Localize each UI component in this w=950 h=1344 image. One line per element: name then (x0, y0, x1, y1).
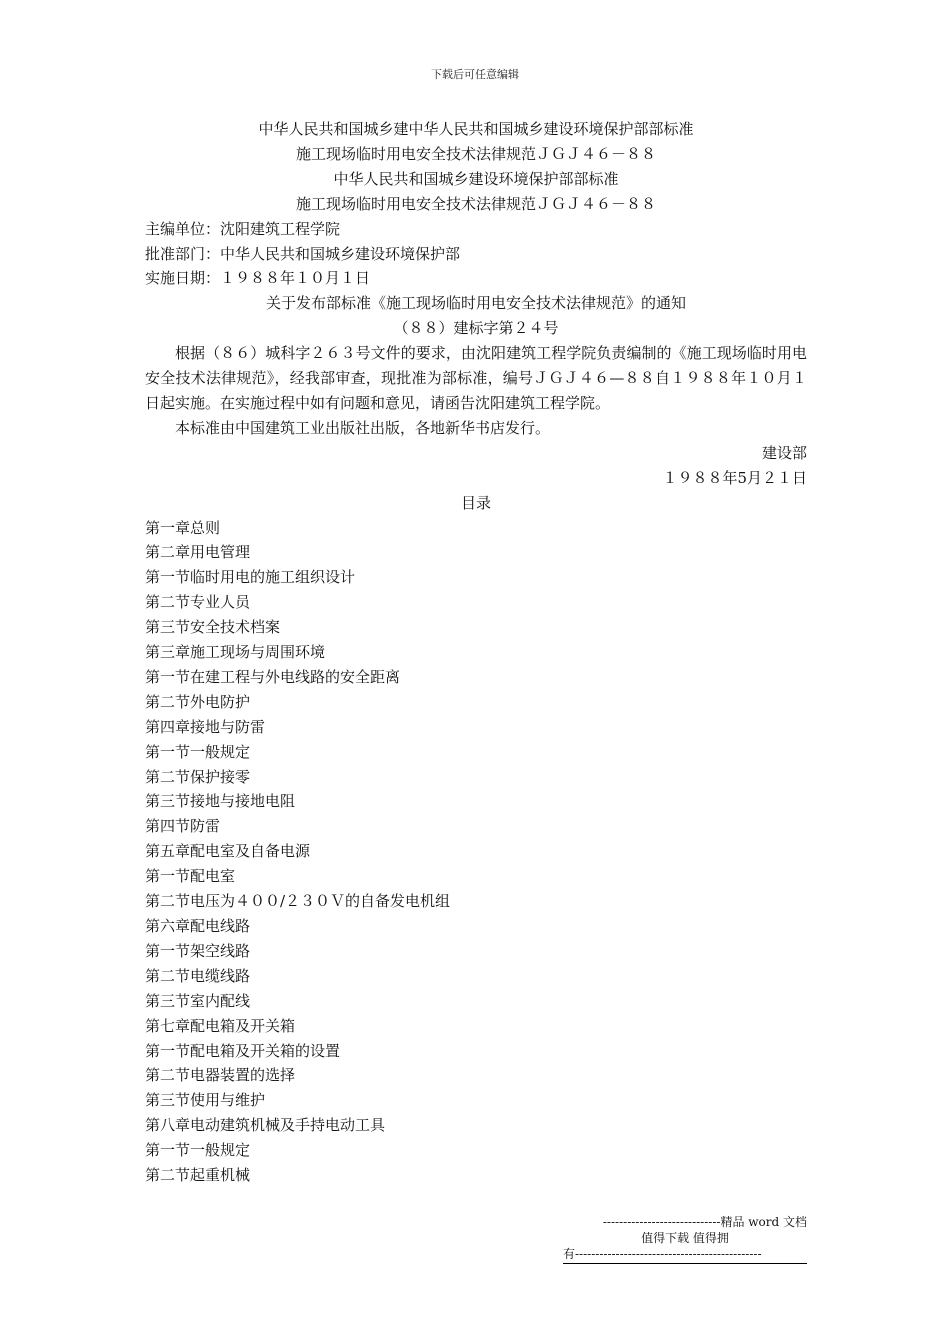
toc-item: 第二节保护接零 (145, 767, 251, 786)
toc-item: 第八章电动建筑机械及手持电动工具 (145, 1116, 386, 1135)
footer-line-3: 有---------------------------------------------- (563, 1246, 807, 1264)
toc-item: 第一节一般规定 (145, 1141, 251, 1160)
notice-paragraph-2: 本标准由中国建筑工业出版社出版，各地新华书店发行。 (175, 418, 551, 437)
toc-item: 第一节配电室 (145, 867, 236, 886)
page-header-note: 下载后可任意编辑 (431, 68, 519, 81)
toc-item: 第五章配电室及自备电源 (145, 842, 311, 861)
toc-item: 第一节架空线路 (145, 941, 251, 960)
toc-item: 第一节临时用电的施工组织设计 (145, 568, 356, 587)
toc-item: 第七章配电箱及开关箱 (145, 1016, 296, 1035)
document-body (145, 117, 807, 1188)
toc-item: 第六章配电线路 (145, 917, 251, 935)
toc-item: 第二节专业人员 (145, 593, 251, 612)
title-line-3: 中华人民共和国城乡建设环境保护部部标准 (333, 169, 619, 188)
toc-item: 第三章施工现场与周围环境 (145, 643, 326, 662)
signer: 建设部 (761, 443, 807, 462)
title-line-1: 中华人民共和国城乡建中华人民共和国城乡建设环境保护部部标准 (258, 120, 694, 138)
approval-department: 批准部门：中华人民共和国城乡建设环境保护部 (145, 244, 461, 263)
toc-item: 第二节电缆线路 (145, 966, 251, 985)
toc-item: 第四节防雷 (145, 817, 221, 836)
title-line-4: 施工现场临时用电安全技术法律规范ＪＧＪ４６－８８ (295, 194, 656, 213)
notice-number: （８８）建标字第２４号 (393, 319, 559, 338)
toc-title: 目录 (460, 493, 491, 512)
toc-list (145, 516, 807, 1188)
footer-line-2: 值得下载 值得拥 (641, 1231, 729, 1245)
footer-watermark (563, 1214, 807, 1264)
toc-item: 第一章总则 (145, 518, 221, 537)
toc-item: 第一节配电箱及开关箱的设置 (145, 1041, 341, 1060)
notice-title: 关于发布部标准《施工现场临时用电安全技术法律规范》的通知 (265, 294, 686, 313)
notice-paragraph-1: 根据（８６）城科字２６３号文件的要求，由沈阳建筑工程学院负责编制的《施工现场临时用电安全技术法律规范》，经我部审查，现批准为部标准，编号ＪＧＪ４６—８８自１９８８年１０月１日起实施。在实施过程中如有问题和意见，请函告沈阳建筑工程学院。 (145, 344, 807, 412)
toc-item: 第三节接地与接地电阻 (145, 792, 296, 811)
effective-date: 实施日期：１９８８年１０月１日 (145, 269, 371, 288)
footer-line-1: -----------------------------精品 word 文档 (602, 1215, 807, 1229)
toc-item: 第二节电器装置的选择 (145, 1066, 296, 1085)
toc-item: 第一节一般规定 (145, 742, 251, 761)
toc-item: 第二章用电管理 (145, 543, 251, 562)
toc-item: 第二节电压为４００/２３０Ｖ的自备发电机组 (145, 892, 451, 911)
toc-item: 第二节起重机械 (145, 1166, 251, 1185)
title-line-2: 施工现场临时用电安全技术法律规范ＪＧＪ４６－８８ (295, 144, 656, 163)
toc-item: 第三节室内配线 (145, 991, 251, 1010)
editor-unit: 主编单位：沈阳建筑工程学院 (145, 219, 341, 238)
toc-item: 第三节安全技术档案 (145, 618, 281, 637)
toc-item: 第四章接地与防雷 (145, 717, 266, 736)
toc-item: 第三节使用与维护 (145, 1091, 266, 1110)
toc-item: 第一节在建工程与外电线路的安全距离 (145, 667, 401, 686)
sign-date: １９８８年5月２１日 (662, 468, 807, 487)
toc-item: 第二节外电防护 (145, 692, 251, 711)
